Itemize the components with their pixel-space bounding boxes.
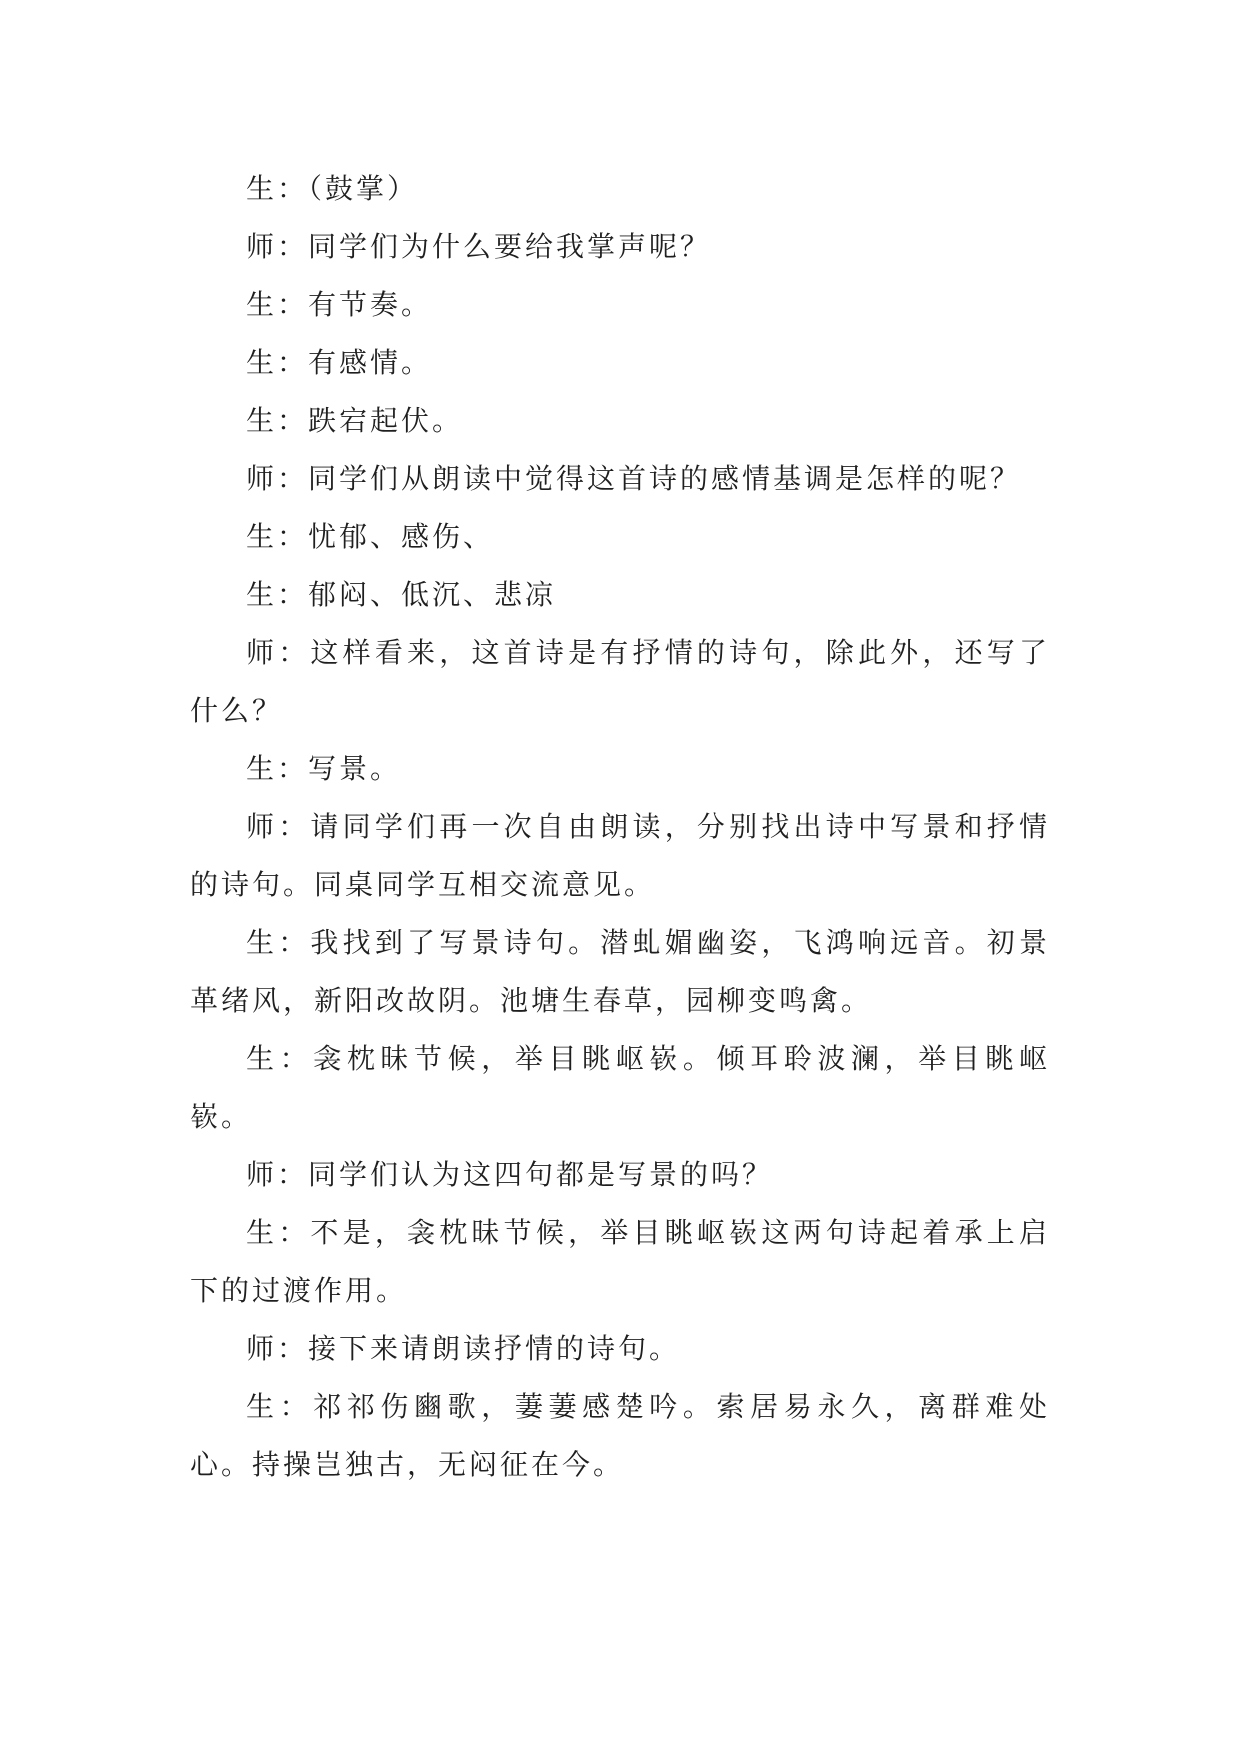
dialogue-paragraph: 生：有节奏。 — [246, 288, 433, 321]
dialogue-paragraph: 生：祁祁伤豳歌，萋萋感楚吟。索居易永久，离群难处心。持操岂独古，无闷征在今。 — [190, 1390, 1050, 1481]
dialogue-paragraph: 生：忧郁、感伤、 — [246, 520, 495, 553]
document-body — [190, 160, 1050, 1494]
dialogue-paragraph: 生：我找到了写景诗句。潜虬媚幽姿，飞鸿响远音。初景革绪风，新阳改故阴。池塘生春草，园柳变鸣禽。 — [190, 926, 1050, 1017]
dialogue-paragraph: 生：写景。 — [246, 752, 402, 785]
dialogue-paragraph: 师：同学们从朗读中觉得这首诗的感情基调是怎样的呢？ — [246, 462, 1022, 495]
dialogue-paragraph: 生：跌宕起伏。 — [246, 404, 464, 437]
dialogue-paragraph: 生：衾枕昧节候，举目眺岖嵚。倾耳聆波澜，举目眺岖嵚。 — [190, 1042, 1050, 1133]
dialogue-paragraph: 师：接下来请朗读抒情的诗句。 — [246, 1332, 681, 1365]
dialogue-paragraph: 生：有感情。 — [246, 346, 433, 379]
dialogue-paragraph: 生：郁闷、低沉、悲凉 — [246, 578, 557, 611]
dialogue-paragraph: 生：（鼓掌） — [246, 172, 419, 205]
dialogue-paragraph: 师：同学们为什么要给我掌声呢？ — [246, 230, 712, 263]
dialogue-paragraph: 师：这样看来，这首诗是有抒情的诗句，除此外，还写了什么？ — [190, 636, 1050, 727]
dialogue-paragraph: 生：不是，衾枕昧节候，举目眺岖嵚这两句诗起着承上启下的过渡作用。 — [190, 1216, 1050, 1307]
dialogue-paragraph: 师：请同学们再一次自由朗读，分别找出诗中写景和抒情的诗句。同桌同学互相交流意见。 — [190, 810, 1050, 901]
dialogue-paragraph: 师：同学们认为这四句都是写景的吗？ — [246, 1158, 774, 1191]
